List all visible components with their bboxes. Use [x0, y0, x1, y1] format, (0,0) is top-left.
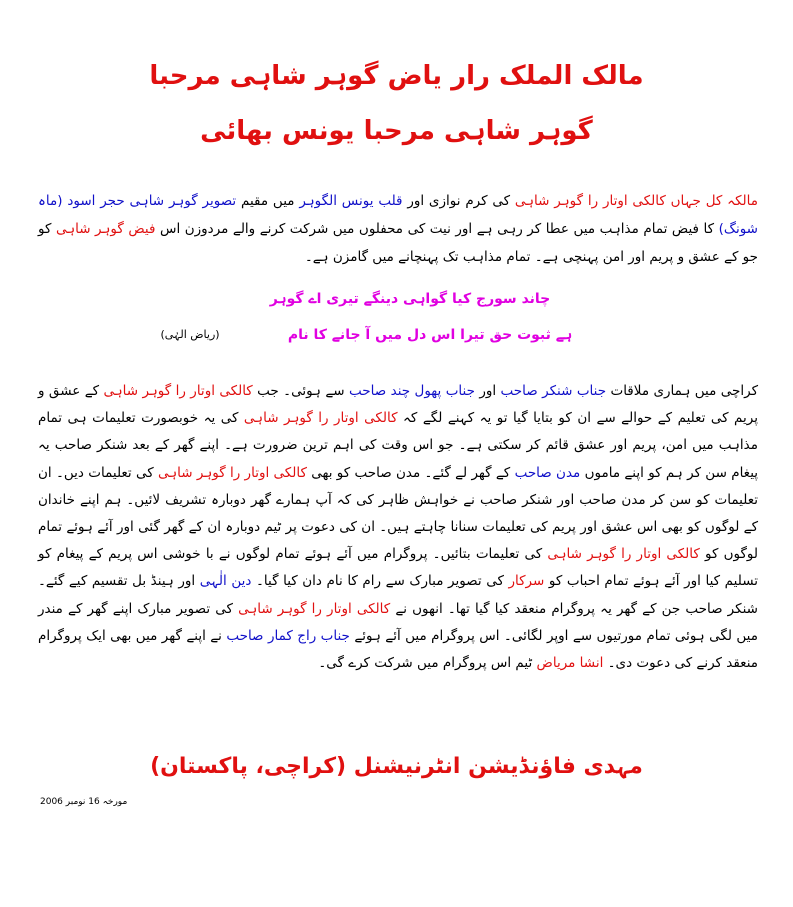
intro-highlight-title: مالکہ کل جہاں کالکی اوتار را گوہر شاہی [514, 193, 758, 209]
organization-footer: مہدی فاؤنڈیشن انٹرنیشنل (کراچی، پاکستان) [150, 754, 643, 779]
sub-heading: گوہر شاہی مرحبا یونس بھائی [200, 116, 593, 146]
body-text: کی تصویر مبارک اپنے گھر کے مندر میں لگی ہوئی تمام مورتیوں سے اوپر لگائی۔ اس پروگرام میں آئے ہوئے [38, 600, 758, 644]
body-highlight-name: جناب راج کمار صاحب [226, 627, 350, 644]
body-text: کی یہ خوبصورت تعلیمات ہی تمام مذاہب میں امن، پریم اور عشق قائم کر سکتی ہے۔ جو اس وقت کی اہم ترین ضرورت ہے۔ اپنے گھر کے بعد شنکر صاحب یہ پیغام سن کر ہم کو اپنے ماموں [38, 410, 759, 481]
body-text: نے اپنے گھر میں بھی ایک پروگرام منعقد کرنے کی دعوت دی۔ [38, 627, 758, 672]
intro-highlight-name: قلب یونس الگوہر [299, 193, 403, 209]
body-highlight-title: کالکی اوتار را گوہر شاہی [158, 464, 307, 481]
intro-highlight-faiz: فیض گوہر شاہی [55, 221, 156, 237]
poem-line-2: ہے ثبوت حق تیرا اس دل میں آ جانے کا نام [287, 327, 573, 343]
poem-line-1: چاند سورج کیا گواہی دینگے تیری اے گوہر [269, 291, 551, 307]
main-heading: مالک الملک رار یاض گوہر شاہی مرحبا [149, 61, 644, 91]
body-text: اور [474, 383, 501, 399]
intro-paragraph [38, 187, 758, 271]
body-highlight-name: جناب شنکر صاحب [500, 383, 607, 399]
intro-text: میں مقیم [236, 193, 300, 209]
intro-text: کا فیض تمام مذاہب میں عطا کر رہی ہے اور نیت کی محفلوں میں شرکت کرنے والے مردوزن اس [159, 221, 719, 237]
body-highlight-name: مدن صاحب [514, 464, 581, 481]
body-text: کے گھر لے گئے۔ مدن صاحب کو بھی [306, 464, 515, 481]
body-text: کی تعلیمات بتائیں۔ پروگرام میں آئے ہوئے تمام لوگوں نے با خوشی اس پریم کے پیغام کو تسلیم کیا اور آئے ہوئے تمام احباب کو [38, 546, 759, 590]
body-text: کی تصویر مبارک سے رام کا نام دان کیا گیا۔ [251, 573, 509, 590]
body-text: سے ہوئی۔ جب [252, 383, 350, 399]
body-text: کی تعلیمات دیں۔ ان تعلیمات کو سن کر مدن صاحب اور شنکر صاحب نے خواہش ظاہر کی کہ آپ ہمارے گھر دوبارہ تشریف لائیں۔ ہم اپنے خاندان کے لوگوں کو بھی اس عشق اور پریم کی تعلیمات سنانا چاہتے ہیں۔ ان کی دعوت پر ٹیم دوبارہ ان کے گھر گئی اور آئے ہوئے تمام لوگوں کو [38, 464, 759, 563]
date-line: مورخہ 16 نومبر 2006 [40, 797, 128, 807]
body-paragraph [38, 378, 758, 677]
intro-highlight-stone: تصویر گوہر شاہی حجر اسود (ماہ شونگ) [38, 193, 758, 237]
intro-text: کی کرم نوازی اور [407, 193, 515, 209]
body-highlight-name: جناب پھول چند صاحب [349, 383, 475, 399]
intro-text: کو جو کے عشق و پریم اور امن پہنچی ہے۔ تمام مذاہب تک پہنچانے میں گامزن ہے۔ [38, 221, 758, 265]
body-highlight-title: کالکی اوتار را گوہر شاہی [103, 383, 253, 399]
body-highlight-name: دین الٰہی [199, 573, 252, 590]
body-highlight-title: کالکی اوتار را گوہر شاہی [547, 546, 700, 563]
body-highlight-team: انشا مریاض [536, 655, 604, 672]
body-highlight-title: کالکی اوتار را گوہر شاہی [238, 600, 391, 617]
body-highlight-title: سرکار [508, 573, 545, 590]
body-text: کراچی میں ہماری ملاقات [606, 383, 758, 399]
body-text: کے عشق و پریم کی تعلیم کے حوالے سے ان کو بتایا گیا تو یہ کہنے لگے کہ [38, 383, 758, 427]
body-text: ٹیم اس پروگرام میں شرکت کرے گی۔ [318, 655, 537, 672]
body-text: اور ہینڈ بل تقسیم کیے گئے۔ شنکر صاحب جن کے گھر یہ پروگرام منعقد کیا گیا تھا۔ انھوں نے [38, 573, 758, 617]
poem-attribution: (ریاض الہٰی) [160, 328, 220, 341]
body-highlight-title: کالکی اوتار را گوہر شاہی [243, 410, 398, 427]
